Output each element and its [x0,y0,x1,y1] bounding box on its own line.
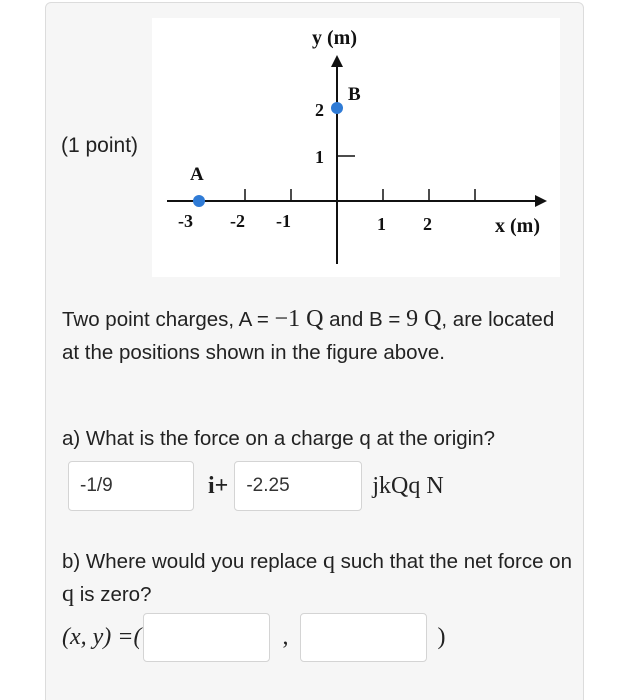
i-unit-label: i+ [208,472,229,499]
problem-statement [62,303,572,369]
charge-point-b [331,102,343,114]
y-axis-arrow [331,55,343,67]
charge-point-a [193,195,205,207]
charge-position-figure [152,18,560,277]
x-tick-label-1: 1 [377,214,386,234]
x-tick-label-neg3: -3 [178,211,193,231]
coordinate-close-paren: ) [437,623,446,650]
charge-a-label: A [190,164,204,185]
coordinate-comma: , [282,623,289,650]
j-unit-label: jkQq N [372,472,444,499]
part-b-question [62,545,572,611]
force-i-component-input[interactable] [68,461,194,511]
charge-q-symbol: q [62,581,74,607]
x-tick-label-2: 2 [423,214,432,234]
x-tick-label-neg1: -1 [276,211,291,231]
y-axis-label: y (m) [312,27,357,49]
y-tick-label-2: 2 [315,100,324,120]
x-tick-label-neg2: -2 [230,211,245,231]
x-axis-arrow [535,195,547,207]
x-coordinate-input[interactable] [143,613,270,662]
statement-text-1: Two point charges, A = [62,308,275,331]
part-a-question: a) What is the force on a charge q at the origin? [62,427,496,450]
charge-b-label: B [348,84,361,105]
part-b-text-2: such that the net force on [334,550,572,573]
part-b-answer-row [62,612,445,662]
x-axis-label: x (m) [495,215,540,237]
points-label: (1 point) [61,134,139,157]
part-b-text-1: b) Where would you replace [62,550,323,573]
charge-a-value: −1 Q [274,306,324,332]
y-coordinate-input[interactable] [300,613,427,662]
charge-b-value: 9 Q [406,306,442,332]
part-a-answer-row [68,460,444,512]
y-tick-label-1: 1 [315,147,324,167]
coordinate-label: (x, y) =( [62,623,142,650]
statement-text-2: and B = [323,308,407,331]
charge-q-symbol: q [322,548,335,574]
force-j-component-input[interactable] [234,461,362,511]
statement-text-3: , are located at the positions shown in the figure above. [62,308,555,364]
part-b-text-3: is zero? [74,583,152,606]
